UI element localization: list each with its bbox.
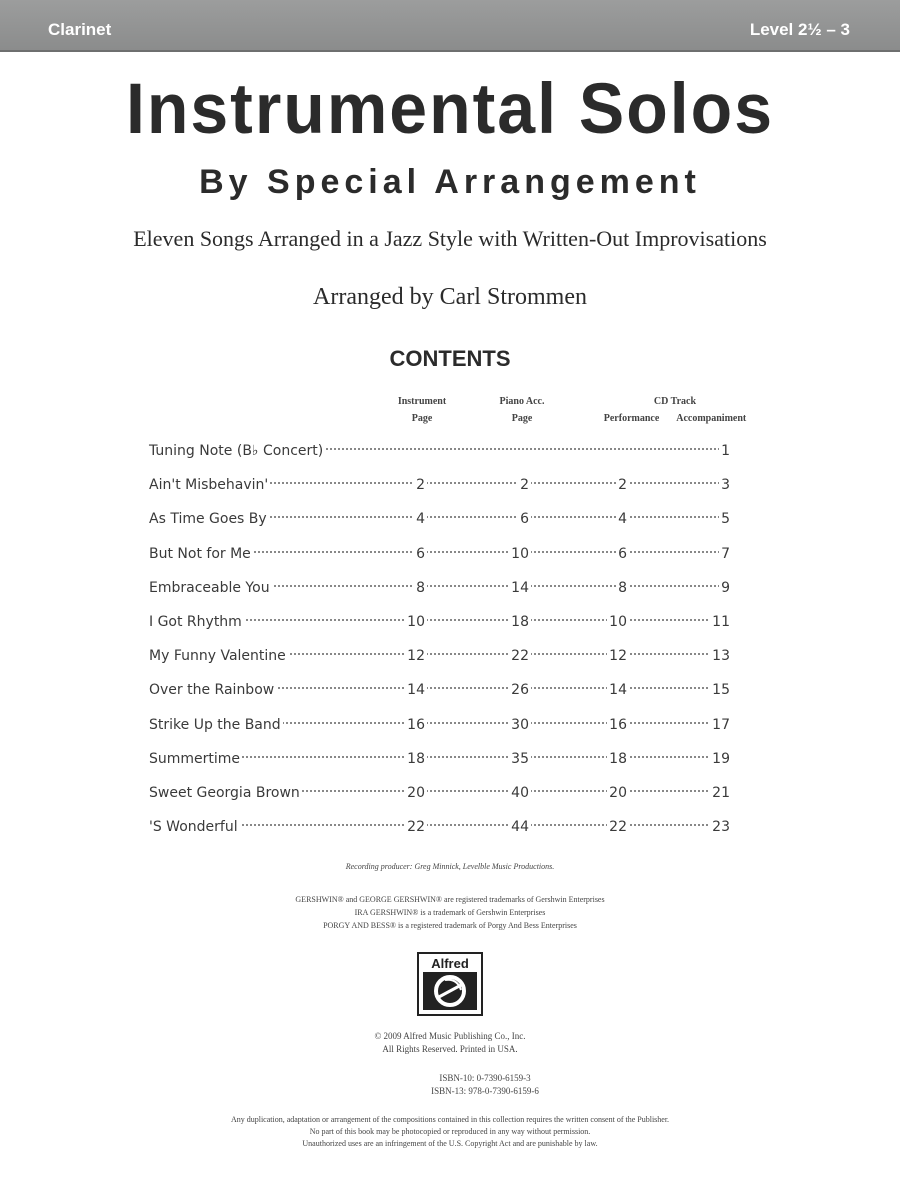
song-title: Sweet Georgia Brown <box>149 785 300 801</box>
performance-track: 8 <box>618 579 627 596</box>
accompaniment-track: 1 <box>721 443 730 459</box>
level-label: Level 2½ – 3 <box>749 20 850 39</box>
performance-track: 20 <box>609 785 627 801</box>
col-piano-line2: Page <box>511 413 533 424</box>
book-title: Instrumental Solos <box>125 69 775 149</box>
performance-track: 12 <box>609 648 627 665</box>
notice-line-3: Unauthorized uses are an infringement of the U.S. Copyright Act and are punishable by law. <box>302 1139 598 1148</box>
contents-row <box>147 715 732 735</box>
col-cd-subheads <box>585 410 765 427</box>
accompaniment-track: 7 <box>721 545 730 562</box>
piano-page: 26 <box>511 682 529 699</box>
piano-page: 40 <box>511 785 529 801</box>
contents-row <box>147 612 732 632</box>
trademark-line-3: PORGY AND BESS® is a registered trademark of Porgy And Bess Enterprises <box>323 921 577 930</box>
copyright-line-2: All Rights Reserved. Printed in USA. <box>382 1044 518 1054</box>
song-title: Ain't Misbehavin' <box>149 477 269 494</box>
contents-row <box>147 578 732 598</box>
copyright-line-1: © 2009 Alfred Music Publishing Co., Inc. <box>374 1031 526 1041</box>
accompaniment-track: 11 <box>712 614 730 630</box>
contents-row <box>147 680 732 700</box>
performance-track: 10 <box>609 614 627 630</box>
song-title: 'S Wonderful <box>149 819 238 836</box>
col-performance: Performance <box>603 413 660 424</box>
instrument-page: 14 <box>407 682 425 699</box>
performance-track: 18 <box>609 750 627 767</box>
contents-heading: CONTENTS <box>389 346 511 371</box>
instrument-page: 22 <box>407 819 425 836</box>
col-accompaniment: Accompaniment <box>676 413 747 424</box>
accompaniment-track: 15 <box>712 682 730 699</box>
accompaniment-track: 17 <box>712 716 730 733</box>
song-title: Strike Up the Band <box>149 716 281 733</box>
col-cd-track-label: CD Track <box>653 396 697 407</box>
piano-page: 6 <box>520 511 529 528</box>
arranger-credit: Arranged by Carl Strommen <box>313 284 587 310</box>
alfred-logo-mark-icon <box>423 972 477 1010</box>
instrument-label: Clarinet <box>48 20 112 39</box>
contents-row <box>147 544 732 564</box>
recording-credit: Recording producer: Greg Minnick, Levelble Music Productions. <box>345 862 555 871</box>
col-instrument-line1: Instrument <box>397 396 447 407</box>
contents-row <box>147 441 732 461</box>
song-title: Summertime <box>149 750 241 767</box>
song-title: Over the Rainbow <box>149 682 275 699</box>
instrument-page: 12 <box>407 648 425 665</box>
col-instrument-line2: Page <box>411 413 433 424</box>
isbn-block <box>35 1072 900 1098</box>
song-title: Embraceable You <box>149 579 270 596</box>
contents-row <box>147 817 732 837</box>
col-piano-line1: Piano Acc. <box>499 396 545 407</box>
performance-track: 2 <box>618 477 627 494</box>
piano-page: 44 <box>511 819 529 836</box>
book-subtitle: By Special Arrangement <box>199 163 701 201</box>
accompaniment-track: 9 <box>721 579 730 596</box>
copyright-block <box>0 1030 900 1056</box>
song-title: Tuning Note (B♭ Concert) <box>149 443 324 459</box>
alfred-logo-icon <box>417 952 483 1016</box>
contents-row <box>147 475 732 495</box>
song-title: My Funny Valentine <box>149 648 286 665</box>
col-cd-track <box>585 393 765 427</box>
instrument-page: 8 <box>416 579 425 596</box>
col-piano-page <box>484 393 560 427</box>
instrument-page: 6 <box>416 545 425 562</box>
instrument-page: 2 <box>416 477 425 494</box>
performance-track: 4 <box>618 511 627 528</box>
piano-page: 18 <box>511 614 529 630</box>
notice-line-1: Any duplication, adaptation or arrangement of the compositions contained in this collection requires the written consent of the Publisher. <box>230 1115 670 1124</box>
contents-row <box>147 509 732 529</box>
accompaniment-track: 5 <box>721 511 730 528</box>
instrument-page: 20 <box>407 785 425 801</box>
col-instrument-page <box>384 393 460 427</box>
instrument-page: 10 <box>407 614 425 630</box>
trademark-line-1: GERSHWIN® and GEORGE GERSHWIN® are registered trademarks of Gershwin Enterprises <box>295 895 605 904</box>
header-band <box>0 0 900 52</box>
trademark-line-2: IRA GERSHWIN® is a trademark of Gershwin Enterprises <box>354 908 546 917</box>
legal-notice <box>0 1114 900 1150</box>
contents-row <box>147 646 732 666</box>
performance-track: 6 <box>618 545 627 562</box>
instrument-page: 16 <box>407 716 425 733</box>
alfred-logo-word: Alfred <box>431 956 469 971</box>
song-title: As Time Goes By <box>149 511 267 528</box>
accompaniment-track: 19 <box>712 750 730 767</box>
piano-page: 35 <box>511 750 529 767</box>
piano-page: 30 <box>511 716 529 733</box>
accompaniment-track: 13 <box>712 648 730 665</box>
accompaniment-track: 3 <box>721 477 730 494</box>
book-tagline: Eleven Songs Arranged in a Jazz Style with Written-Out Improvisations <box>133 226 767 251</box>
song-title: I Got Rhythm <box>149 614 242 630</box>
notice-line-2: No part of this book may be photocopied or reproduced in any way without permission. <box>309 1127 591 1136</box>
piano-page: 2 <box>520 477 529 494</box>
isbn-13: ISBN-13: 978-0-7390-6159-6 <box>431 1086 539 1096</box>
song-title: But Not for Me <box>149 545 251 562</box>
isbn-10: ISBN-10: 0-7390-6159-3 <box>439 1073 531 1083</box>
contents-row <box>147 749 732 769</box>
contents-row <box>147 783 732 803</box>
performance-track: 22 <box>609 819 627 836</box>
piano-page: 22 <box>511 648 529 665</box>
piano-page: 10 <box>511 545 529 562</box>
piano-page: 14 <box>511 579 529 596</box>
performance-track: 14 <box>609 682 627 699</box>
instrument-page: 4 <box>416 511 425 528</box>
accompaniment-track: 21 <box>712 785 730 801</box>
performance-track: 16 <box>609 716 627 733</box>
instrument-page: 18 <box>407 750 425 767</box>
accompaniment-track: 23 <box>712 819 730 836</box>
